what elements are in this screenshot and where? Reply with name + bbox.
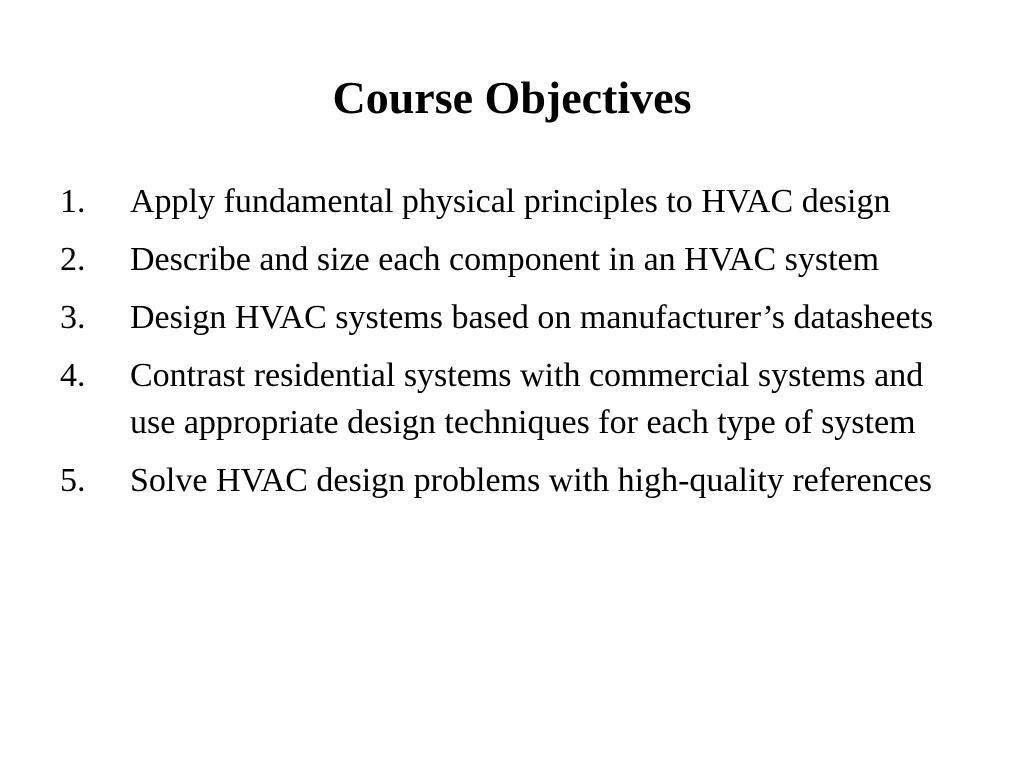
objective-item	[60, 236, 960, 283]
objective-number: 2.	[60, 241, 86, 278]
objective-text: Design HVAC systems based on manufacturer’s datasheets	[130, 299, 934, 336]
objective-number: 3.	[60, 299, 86, 336]
slide-title: Course Objectives	[332, 72, 692, 123]
objective-text: Describe and size each component in an HVAC system	[130, 241, 880, 278]
objective-item	[60, 178, 960, 225]
objective-item	[60, 352, 960, 446]
objective-number: 5.	[60, 462, 86, 499]
objective-text: Apply fundamental physical principles to HVAC design	[130, 183, 891, 220]
objective-text: Contrast residential systems with commercial systems and use appropriate design techniques for each type of system	[130, 357, 924, 441]
objective-number: 1.	[60, 183, 86, 220]
objective-number: 4.	[60, 357, 86, 394]
objective-text: Solve HVAC design problems with high-quality references	[130, 462, 933, 499]
objective-item	[60, 294, 960, 341]
objective-item	[60, 457, 960, 504]
objectives-list	[60, 178, 960, 515]
